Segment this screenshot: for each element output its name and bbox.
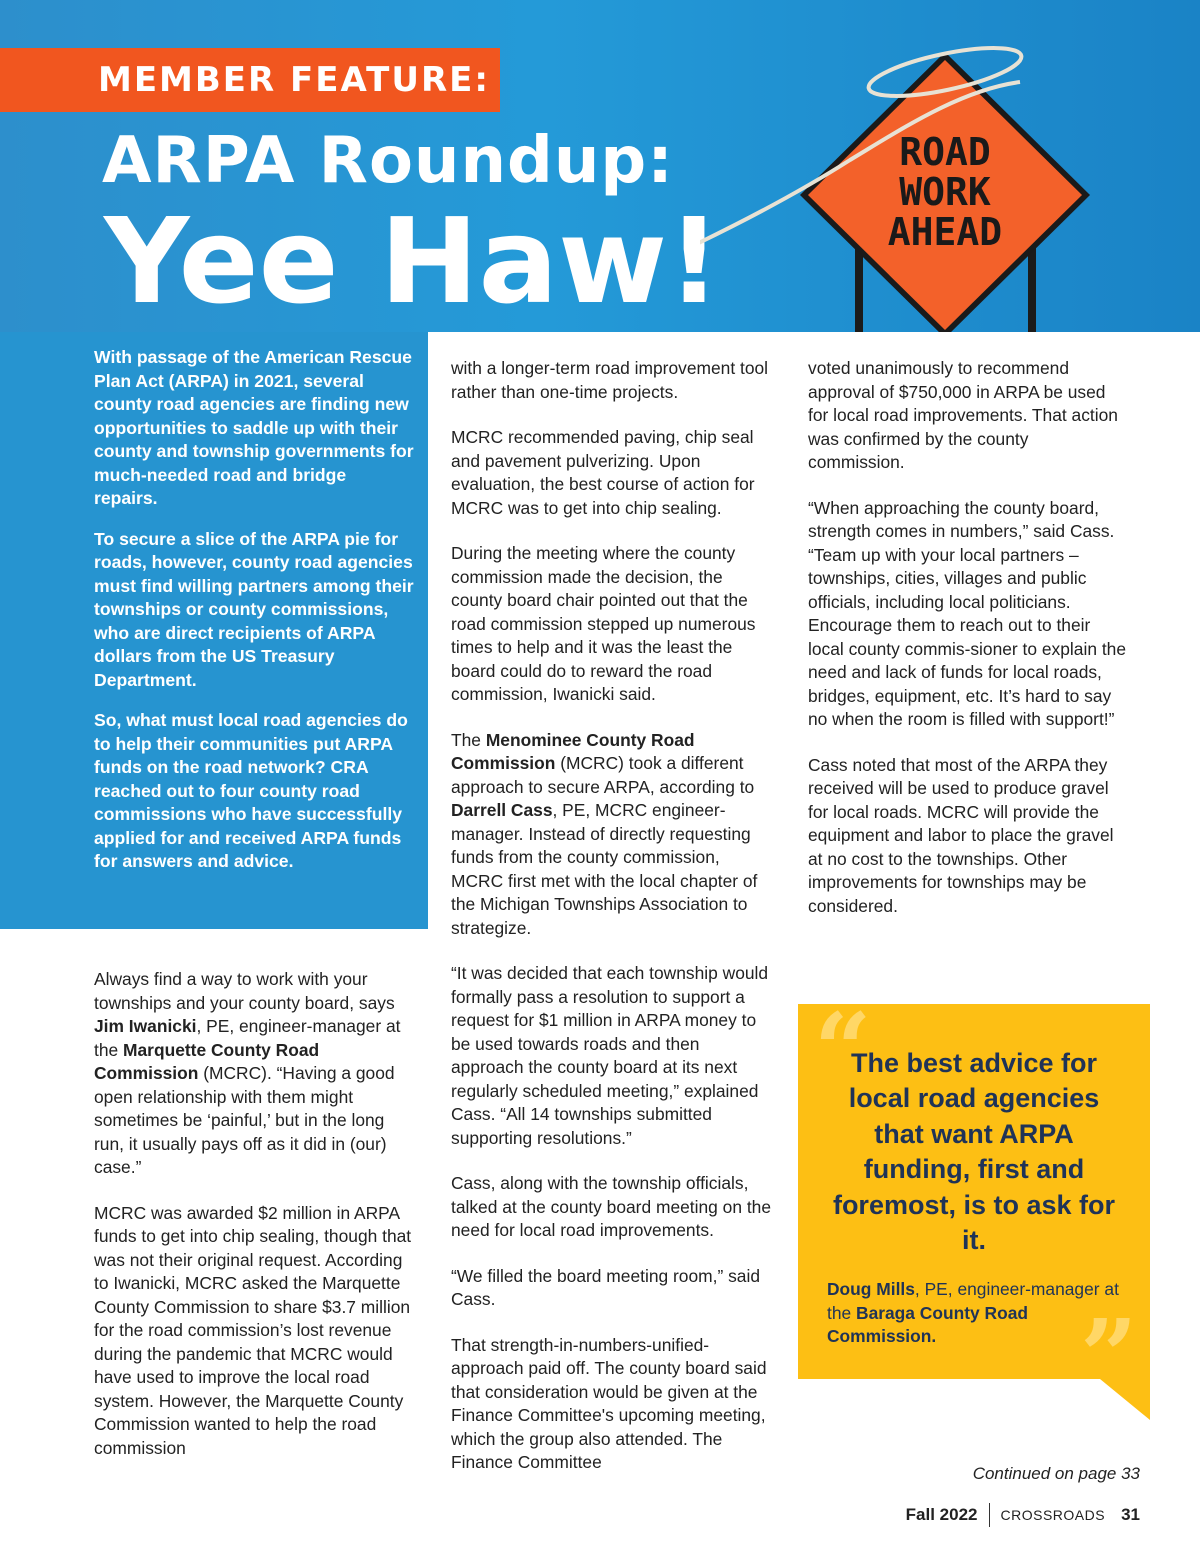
col2-paragraph-8: That strength-in-numbers-unified-approach paid off. The county board said that consideration would be given at the Finance Committee's upcoming meeting, which the group also attended. The Finance Committee [451,1334,767,1472]
person-name: Jim Iwanicki [94,1016,197,1036]
issue-season: Fall 2022 [905,1505,978,1524]
intro-paragraph-3: So, what must local road agencies do to help their communities put ARPA funds on the road network? CRA reached out to four county road commissions who have successfully applied for and received ARPA funds for answers and advice. [94,710,408,871]
article-title-line1: ARPA Roundup: [102,124,674,198]
col2-paragraph-6: Cass, along with the township officials, talked at the county board meeting on the need for local road improvements. [451,1173,772,1240]
open-quote-icon: “ [814,991,872,1109]
col2-paragraph-1: with a longer-term road improvement tool rather than one-time projects. [451,358,769,402]
sign-word-1: ROAD [899,130,991,174]
intro-paragraph-2: To secure a slice of the ARPA pie for roads, however, county road agencies must find willing partners among their townships or county commissions, who are direct recipients of ARPA dollars from the US Treasury Department. [94,528,414,690]
col1-paragraph-2: MCRC was awarded $2 million in ARPA funds to get into chip sealing, though that was not their original request. According to Iwanicki, MCRC asked the Marquette County Commission to share $3.7 million for the road commission’s lost revenue during the pandemic that MCRC would have used to improve the local road system. However, the Marquette County Commission wanted to help the road commission [94,1202,412,1458]
person-name: Doug Mills [827,1279,915,1299]
pull-quote-text: The best advice for local road agencies that want ARPA funding, first and foremost, is to ask for it. [832,1048,1116,1256]
text-run: , PE, MCRC engineer-manager. Instead of directly requesting funds from the county commission, MCRC first met with the local chapter of the Michigan Townships Association to strategize. [451,800,758,938]
road-work-sign-image [700,40,1180,332]
col2-paragraph-7: “We filled the board meeting room,” said Cass. [451,1265,760,1309]
organization-name: Menominee County Road Commission [451,729,695,773]
pull-quote-attribution [827,1278,1127,1349]
text-run: The [451,729,486,750]
col1-paragraph-1 [94,968,414,1180]
text-run: (MCRC) took a different approach to secure ARPA, according to [451,753,755,797]
magazine-name: CROSSROADS [1000,1507,1106,1523]
col2-paragraph-4 [451,729,776,941]
footer-divider [989,1503,990,1527]
article-title-line2: Yee Haw! [104,192,721,330]
intro-paragraph-1: With passage of the American Rescue Plan Act (ARPA) in 2021, several county road agencies are finding new opportunities to saddle up with their county and township governments for much-needed road and bridge repairs. [94,347,414,508]
person-name: Darrell Cass [451,800,553,820]
organization-name: Baraga County Road Commission. [827,1302,1029,1346]
sign-word-3: AHEAD [887,210,1003,254]
col3-paragraph-1: voted unanimously to recommend approval of $750,000 in ARPA be used for local road improvements. That action was confirmed by the county commission. [808,358,1118,472]
col2-paragraph-2: MCRC recommended paving, chip seal and pavement pulverizing. Upon evaluation, the best course of action for MCRC was to get into chip sealing. [451,427,755,518]
page-footer [906,1503,1140,1527]
page-number: 31 [1121,1505,1140,1524]
body-column-1 [94,968,414,1482]
text-run: , PE, engineer-manager at the [827,1279,1119,1323]
col2-paragraph-3: During the meeting where the county commission made the decision, the county board chair pointed out that the road commission stepped up numerous times to help and it was the least the board could do to reward the road commission, Iwanicki said. [451,543,756,704]
text-run: Always find a way to work with your townships and your county board, says [94,969,395,1013]
col3-paragraph-3: Cass noted that most of the ARPA they received will be used to produce gravel for local roads. MCRC will provide the equipment and labor to place the gravel at no cost to the townships. Other improvements for townships may be considered. [808,754,1114,916]
sign-word-2: WORK [899,170,991,214]
text-run: (MCRC). “Having a good open relationship with them might sometimes be ‘painful,’ but in the long run, it usually pays off as it did in (our) case.” [94,1063,395,1177]
organization-name: Marquette County Road Commission [94,1039,320,1083]
banner-label: MEMBER FEATURE: [98,60,490,100]
col3-paragraph-2: “When approaching the county board, strength comes in numbers,” said Cass. “Team up with your local partners – townships, cities, villages and public officials, including local politicians. Encourage them to reach out to their local county commis-sioner to explain the need and lack of funds for local roads, bridges, equipment, etc. It’s hard to say no when the room is filled with support!” [808,497,1127,729]
intro-text [94,346,414,891]
body-column-2 [451,357,776,1497]
text-run: , PE, engineer-manager at the [94,1016,401,1060]
close-quote-icon: ” [1080,1297,1138,1415]
body-column-3 [808,357,1128,940]
col2-paragraph-5: “It was decided that each township would formally pass a resolution to support a request for $1 million in ARPA money to be used towards roads and then approach the county board at its next regularly scheduled meeting,” explained Cass. “All 14 townships submitted supporting resolutions.” [451,963,769,1148]
continued-note: Continued on page 33 [972,1464,1140,1483]
